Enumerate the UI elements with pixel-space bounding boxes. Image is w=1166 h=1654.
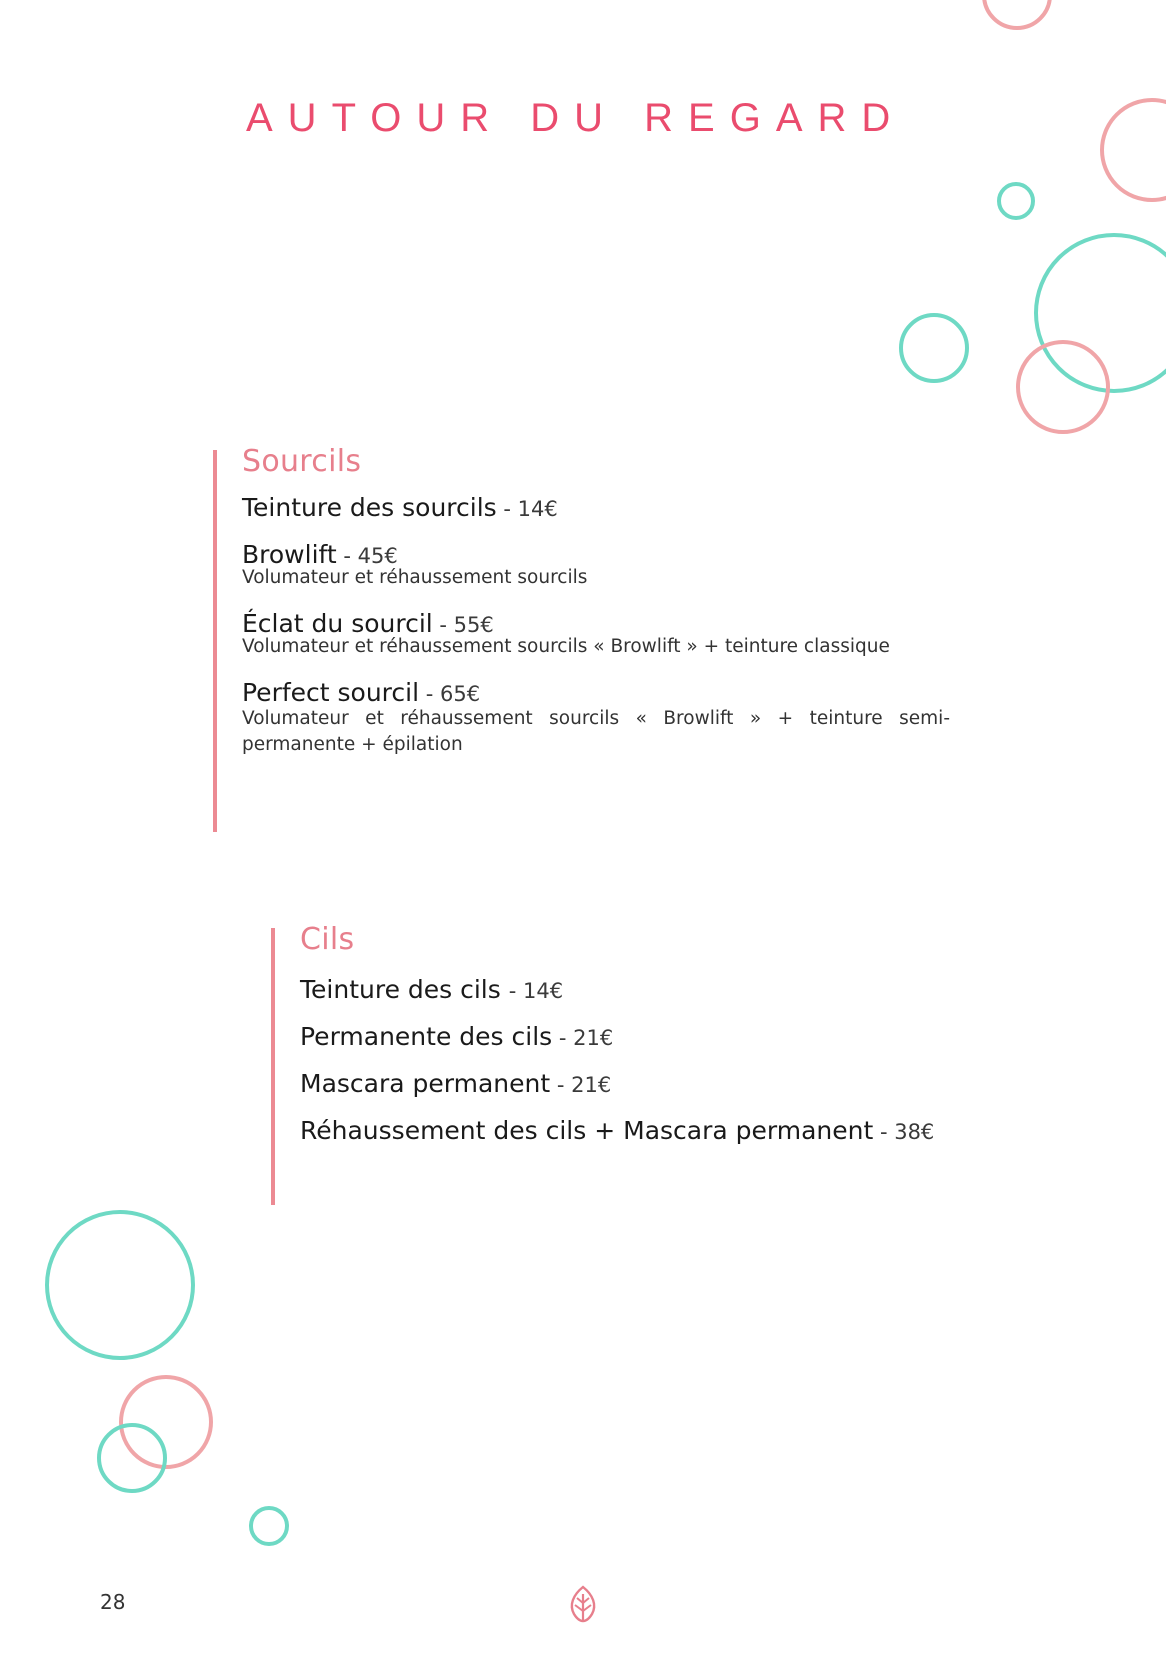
service-price: - 65€ bbox=[419, 682, 481, 706]
pink-circle bbox=[984, 0, 1050, 28]
service-price: - 21€ bbox=[550, 1073, 612, 1097]
leaf-icon bbox=[566, 1584, 600, 1624]
service-price: - 14€ bbox=[508, 979, 564, 1003]
pink-circle bbox=[1018, 342, 1108, 432]
teal-circle bbox=[47, 1212, 193, 1358]
teal-circle bbox=[901, 315, 967, 381]
service-item bbox=[300, 1069, 971, 1098]
service-price: - 38€ bbox=[873, 1120, 935, 1144]
section-title: Cils bbox=[300, 922, 355, 957]
pink-circle bbox=[1102, 100, 1166, 200]
service-item bbox=[300, 1022, 971, 1051]
teal-circle bbox=[999, 184, 1033, 218]
service-item bbox=[242, 678, 953, 707]
page-number: 28 bbox=[100, 1590, 126, 1614]
page-title: AUTOUR DU REGARD bbox=[246, 96, 906, 140]
service-description: Volumateur et réhaussement sourcils « Browlift » + teinture semi-permanente + épilation bbox=[242, 708, 950, 755]
service-name: Perfect sourcil bbox=[242, 678, 420, 707]
service-price: - 45€ bbox=[336, 544, 398, 568]
teal-circle bbox=[99, 1425, 165, 1491]
section-cils bbox=[271, 922, 971, 1205]
service-item bbox=[242, 493, 953, 522]
teal-circle bbox=[251, 1508, 287, 1544]
service-name: Teinture des cils bbox=[300, 975, 509, 1004]
pink-circle bbox=[121, 1377, 211, 1467]
service-description: Volumateur et réhaussement sourcils bbox=[242, 567, 588, 588]
service-item bbox=[300, 975, 971, 1004]
service-name: Permanente des cils bbox=[300, 1022, 553, 1051]
service-name: Réhaussement des cils + Mascara permanent bbox=[300, 1116, 874, 1145]
service-price: - 21€ bbox=[552, 1026, 614, 1050]
service-name: Browlift bbox=[242, 540, 337, 569]
teal-circle bbox=[1036, 235, 1166, 391]
service-item bbox=[300, 1116, 971, 1145]
service-name: Éclat du sourcil bbox=[242, 609, 433, 638]
service-price: - 14€ bbox=[496, 497, 558, 521]
service-name: Teinture des sourcils bbox=[242, 493, 497, 522]
service-name: Mascara permanent bbox=[300, 1069, 551, 1098]
section-title: Sourcils bbox=[242, 444, 362, 479]
section-sourcils bbox=[213, 444, 953, 832]
service-description: Volumateur et réhaussement sourcils « Browlift » + teinture classique bbox=[242, 636, 890, 657]
service-price: - 55€ bbox=[432, 613, 494, 637]
